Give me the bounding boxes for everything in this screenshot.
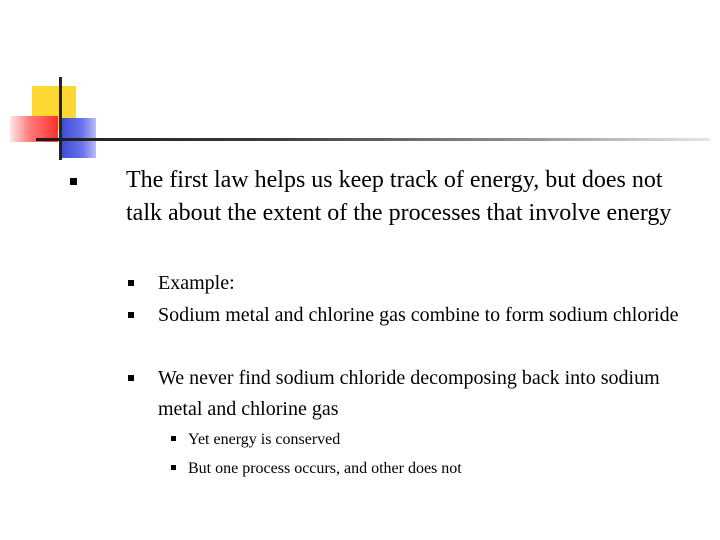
- bullet-item-level2: [158, 268, 698, 299]
- bullet-text: We never find sodium chloride decomposing back into sodium metal and chlorine gas: [158, 367, 660, 420]
- bullet-item-level3: [188, 454, 688, 483]
- bullet-text: Yet energy is conserved: [188, 431, 341, 448]
- horizontal-rule: [36, 138, 710, 141]
- bullet-item-level2: [158, 363, 698, 425]
- square-bullet-icon: [70, 178, 77, 185]
- bullet-item-level3: [188, 425, 688, 454]
- square-bullet-icon: [171, 436, 176, 441]
- bullet-item-level2: [158, 300, 698, 331]
- vertical-rule: [59, 77, 62, 160]
- square-bullet-icon: [128, 312, 134, 318]
- bullet-text: The first law helps us keep track of energy, but does not talk about the extent of the processes that involve energy: [126, 167, 672, 226]
- square-bullet-icon: [128, 280, 134, 286]
- bullet-text: But one process occurs, and other does not: [188, 460, 462, 477]
- bullet-item-level1: [126, 164, 696, 230]
- square-bullet-icon: [128, 375, 134, 381]
- square-bullet-icon: [171, 465, 176, 470]
- bullet-text: Example:: [158, 272, 235, 294]
- bullet-text: Sodium metal and chlorine gas combine to form sodium chloride: [158, 304, 679, 326]
